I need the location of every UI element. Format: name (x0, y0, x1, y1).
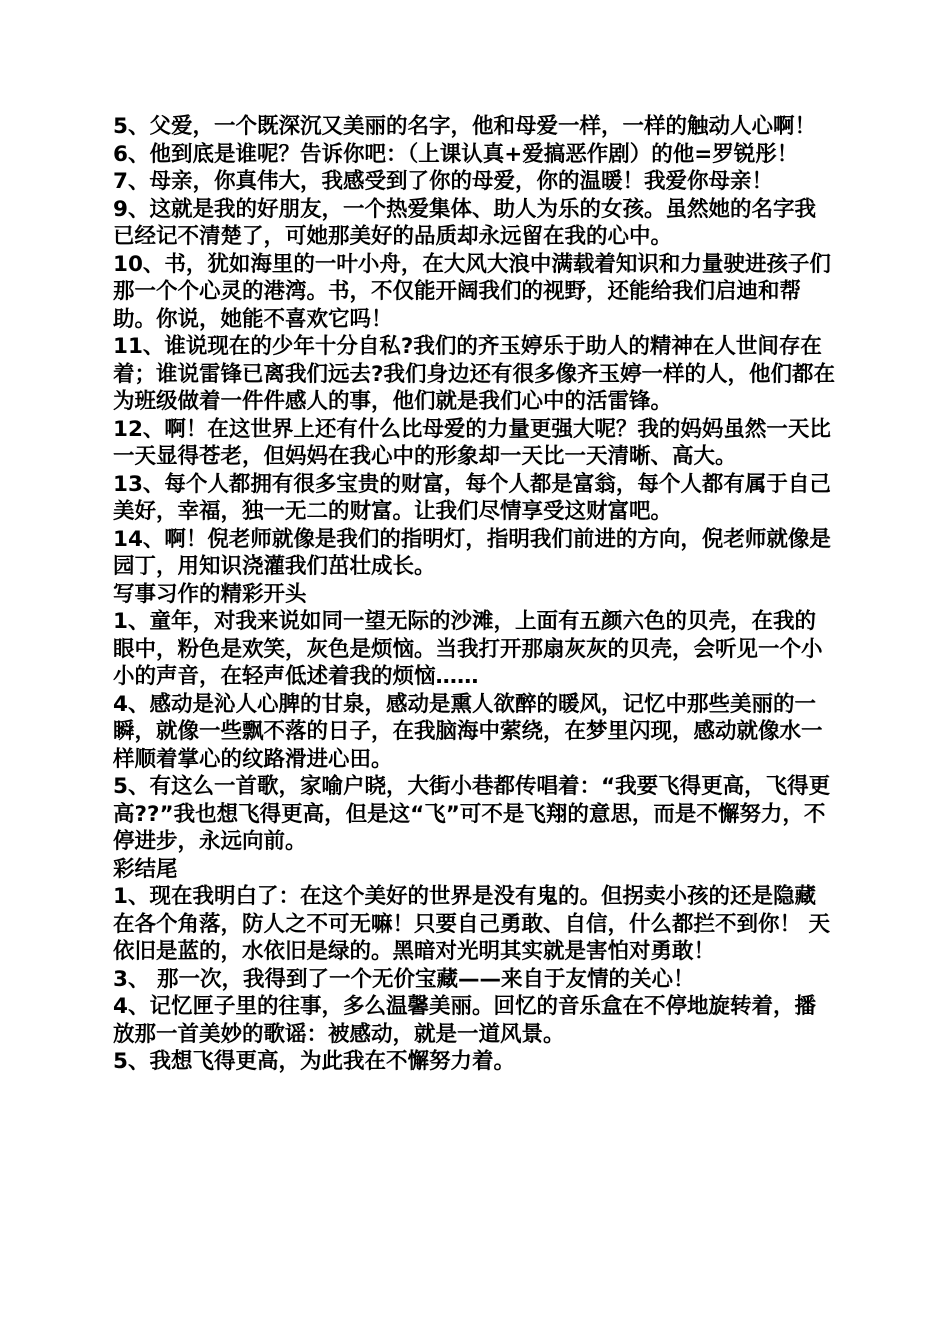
paragraph: 1、童年，对我来说如同一望无际的沙滩，上面有五颜六色的贝壳，在我的眼中，粉色是欢笑，灰色是烦恼。当我打开那扇灰灰的贝壳，会听见一个小小的声音，在轻声低述着我的烦恼…… (113, 609, 823, 689)
paragraph: 13、每个人都拥有很多宝贵的财富，每个人都是富翁，每个人都有属于自己美好，幸福，独一无二的财富。让我们尽情享受这财富吧。 (113, 471, 831, 524)
section-heading: 写事习作的精彩开头 (113, 581, 307, 607)
document-body (113, 113, 837, 1076)
paragraph: 6、他到底是谁呢？告诉你吧：（上课认真+爱搞恶作剧）的他=罗锐彤！ (113, 141, 799, 167)
paragraph: 1、现在我明白了：在这个美好的世界是没有鬼的。但拐卖小孩的还是隐藏在各个角落，防人之不可无嘛！只要自己勇敢、自信，什么都拦不到你！ 天依旧是蓝的，水依旧是绿的。黑暗对光明其实就是害怕对勇敢！ (113, 884, 830, 964)
paragraph: 7、母亲，你真伟大，我感受到了你的母爱，你的温暖！我爱你母亲！ (113, 169, 773, 194)
paragraph: 11、谁说现在的少年十分自私?我们的齐玉婷乐于助人的精神在人世间存在着；谁说雷锋已离我们远去?我们身边还有很多像齐玉婷一样的人，他们都在为班级做着一件件感人的事，他们就是我们心中的活雷锋。 (113, 334, 835, 414)
paragraph: 5、有这么一首歌，家喻户晓，大街小巷都传唱着：“我要飞得更高，飞得更高??”我也想飞得更高，但是这“飞”可不是飞翔的意思，而是不懈努力，不停进步，永远向前。 (113, 774, 831, 854)
paragraph: 12、啊！在这世界上还有什么比母爱的力量更强大呢？我的妈妈虽然一天比一天显得苍老，但妈妈在我心中的形象却一天比一天清晰、高大。 (113, 416, 831, 469)
section-heading: 彩结尾 (113, 856, 178, 882)
paragraph: 5、我想飞得更高，为此我在不懈努力着。 (113, 1049, 515, 1074)
paragraph: 5、父爱，一个既深沉又美丽的名字，他和母爱一样，一样的触动人心啊！ (113, 114, 816, 139)
paragraph: 9、这就是我的好朋友，一个热爱集体、助人为乐的女孩。虽然她的名字我已经记不清楚了，可她那美好的品质却永远留在我的心中。 (113, 196, 816, 249)
paragraph: 14、啊！倪老师就像是我们的指明灯，指明我们前进的方向，倪老师就像是园丁，用知识浇灌我们茁壮成长。 (113, 526, 831, 579)
paragraph: 3、 那一次，我得到了一个无价宝藏——来自于友情的关心！ (113, 966, 695, 992)
paragraph: 4、感动是沁人心脾的甘泉，感动是熏人欲醉的暖风，记忆中那些美丽的一瞬，就像一些飘不落的日子，在我脑海中萦绕，在梦里闪现，感动就像水一样顺着掌心的纹路滑进心田。 (113, 691, 823, 772)
paragraph: 10、书，犹如海里的一叶小舟，在大风大浪中满载着知识和力量驶进孩子们那一个个心灵的港湾。书，不仅能开阔我们的视野，还能给我们启迪和帮助。你说，她能不喜欢它吗！ (113, 251, 831, 332)
paragraph: 4、记忆匣子里的往事，多么温馨美丽。回忆的音乐盒在不停地旋转着，播放那一首美妙的歌谣：被感动，就是一道风景。 (113, 994, 816, 1047)
